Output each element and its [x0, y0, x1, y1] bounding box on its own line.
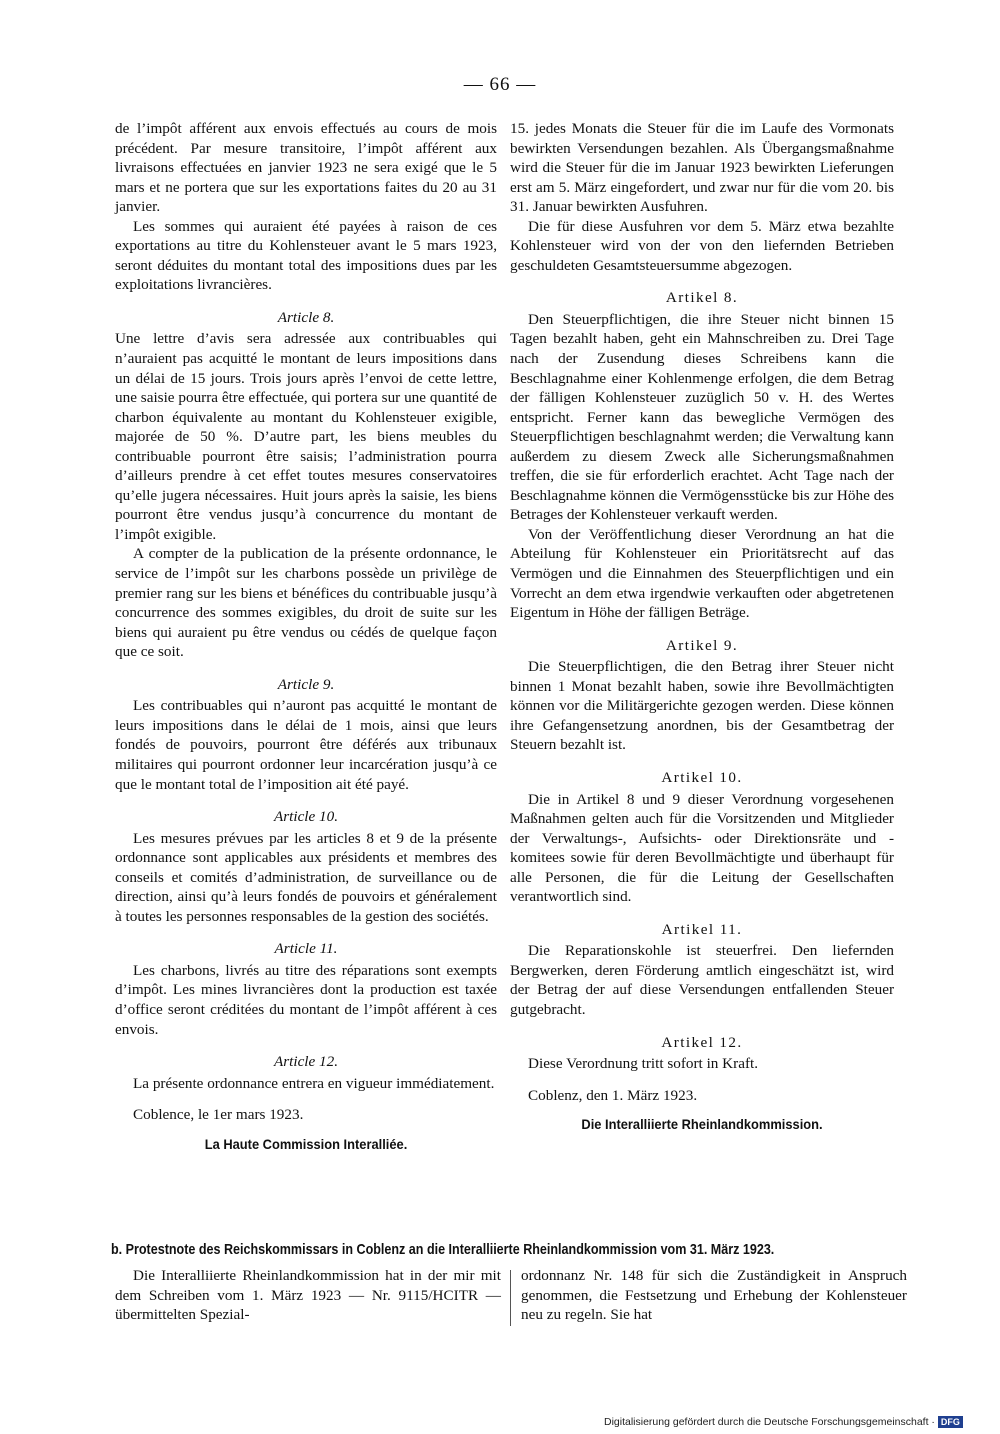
german-authority: Die Interalliierte Rheinlandkommission. — [581, 1116, 823, 1133]
french-article-heading: Article 10. — [273, 808, 339, 826]
french-article-heading: Article 12. — [273, 1053, 339, 1071]
german-article-heading: Artikel 12. — [661, 1033, 743, 1051]
german-paragraph: Den Steuerpflichtigen, die ihre Steuer nicht binnen 15 Tagen bezahlt haben, geht ein Mahnschreiben zu. Drei Tage nach der Zusendung dieses Schreibens kann die Beschlagnahme einer Kohlenmenge erfolgen, die dem Betrag der fälligen Kohlensteuer zuzüglich 50 v. H. des Wertes entspricht. Ferner kann das bewegliche Vermögen des Steuerpflichtigen beschlagnahmt werden; die Verwaltung kann außerdem zu diesem Zweck alle Sicherungsmaßnahmen treffen, die sie für erforderlich erachtet. Acht Tage nach der Beschlagnahme können die Vermögensstücke bis zur Höhe des Betrages der Kohlensteuer verkauft werden. — [510, 310, 894, 524]
german-column — [510, 119, 894, 1135]
french-paragraph: La présente ordonnance entrera en vigueur immédiatement. — [133, 1074, 495, 1092]
french-signoff: Coblence, le 1er mars 1923. — [133, 1106, 304, 1124]
french-paragraph: Les charbons, livrés au titre des réparations sont exempts d’impôt. Les mines livrancières dont la production est taxée d’office seront créditées du montant de l’impôt afférent à ces envois. — [115, 961, 497, 1038]
german-paragraph: Die in Artikel 8 und 9 dieser Verordnung vorgesehenen Maßnahmen gelten auch für die Vorsitzenden und Mitglieder der Verwaltungs-, Aufsichts- oder Direktionsräte und -komitees sowie für deren Bevollmächtigte und überhaupt für alle Personen, die für die Leitung der Gesellschaften verantwortlich sind. — [510, 790, 894, 906]
french-paragraph: Les sommes qui auraient été payées à raison de ces exportations au titre du Kohlensteuer avant le 5 mars 1923, seront déduites du montant total des impositions dues par les exploitations livrancières. — [115, 217, 497, 294]
german-paragraph: Diese Verordnung tritt sofort in Kraft. — [528, 1055, 759, 1073]
german-article-heading: Artikel 10. — [661, 768, 743, 786]
digitization-credit — [604, 1416, 994, 1428]
section-b-left-column — [115, 1266, 501, 1325]
page-number: — 66 — — [463, 74, 537, 95]
french-article-heading: Article 8. — [277, 308, 335, 326]
french-authority: La Haute Commission Interalliée. — [204, 1135, 408, 1152]
german-paragraph: Die für diese Ausfuhren vor dem 5. März etwa bezahlte Kohlensteuer wird von der von den liefernden Betrieben geschuldeten Gesamtsteuersumme abgezogen. — [510, 217, 894, 274]
section-b-right-paragraph: ordonnanz Nr. 148 für sich die Zuständigkeit in Anspruch genommen, die Festsetzung und Erhebung der Kohlensteuer neu zu regeln. Sie hat — [521, 1267, 907, 1323]
french-paragraph: de l’impôt afférent aux envois effectués au cours de mois précédent. Par mesure transitoire, l’impôt afférent aux livraisons effectuées en janvier 1923 ne sera exigé que le 5 mars et ne portera que sur les exportations faites du 20 au 31 janvier. — [115, 120, 497, 216]
german-signoff: Coblenz, den 1. März 1923. — [528, 1086, 698, 1104]
french-column — [115, 119, 497, 1154]
dfg-logo: DFG — [938, 1416, 963, 1428]
french-paragraph: Une lettre d’avis sera adressée aux contribuables qui n’auraient pas acquitté le montant de leurs impositions dans un délai de 15 jours. Trois jours après l’envoi de cette lettre, une saisie pourra être effectuée, qui portera sur une quantité de charbon équivalente au montant du Kohlensteuer exigible, majorée de 50 %. D’autre part, les biens meubles du contribuable pourront être saisis; l’administration pourra d’ailleurs prendre à cet effet toutes mesures conservatoires qu’elle jugera nécessaires. Huit jours après la saisie, les biens pourront être vendus jusqu’à concurrence du montant de l’impôt exigible. — [115, 330, 497, 543]
column-divider — [510, 1270, 511, 1326]
german-paragraph: Von der Veröffentlichung dieser Verordnung an hat die Abteilung für Kohlensteuer ein Prioritätsrecht auf das Vermögen und die Einnahmen des Steuerpflichtigen und ein Vorrecht an dem etwa irgendwie verkauften oder abgetretenen Eigentum in Höhe der fälligen Beträge. — [510, 525, 894, 622]
french-article-heading: Article 9. — [277, 675, 335, 693]
german-paragraph: Die Reparationskohle ist steuerfrei. Den liefernden Bergwerken, deren Förderung amtlich eingeschätzt ist, wird der Betrag der auf diese Versendungen entfallenden Steuer gutgebracht. — [510, 942, 894, 1018]
german-paragraph: Die Steuerpflichtigen, die den Betrag ihrer Steuer nicht binnen 1 Monat bezahlt haben, sowie ihre Bevollmächtigten können vor die Militärgerichte gezogen werden. Diese können ihre Gefangensetzung anordnen, bis der Gesamtbetrag der Steuern bezahlt ist. — [510, 658, 894, 754]
french-paragraph: Les contribuables qui n’auront pas acquitté le montant de leurs impositions dans le délai de 1 mois, ainsi que leurs fondés de pouvoirs, pourront être déférés aux tribunaux militaires qui pourront ordonner leur incarcération jusqu’à ce que le montant total de l’imposition ait été payé. — [115, 697, 497, 793]
section-b-title: b. Protestnote des Reichskommissars in Coblenz an die Interalliierte Rheinlandkommission vom 31. März 1923. — [111, 1242, 775, 1258]
french-article-heading: Article 11. — [274, 940, 338, 958]
german-article-heading: Artikel 8. — [665, 289, 739, 307]
german-paragraph: 15. jedes Monats die Steuer für die im Laufe des Vormonats bewirkten Versendungen bezahlen. Als Übergangsmaßnahme wird die Steuer für die im Januar 1923 bewirkten Lieferungen erst am 5. März eingefordert, und zwar nur für die vom 20. bis 31. Januar bewirkten Ausfuhren. — [510, 120, 894, 216]
section-b-right-column — [521, 1266, 907, 1325]
french-paragraph: Les mesures prévues par les articles 8 et 9 de la présente ordonnance sont applicables aux présidents et membres des conseils et comités d’administration, de surveillance ou de direction, ainsi qu’à leurs fondés de pouvoirs et généralement à toutes les personnes responsables de la gestion des sociétés. — [115, 829, 497, 925]
section-b-left-paragraph: Die Interalliierte Rheinlandkommission hat in der mir mit dem Schreiben vom 1. März 1923 — Nr. 9115/HCITR — übermittelten Spezial- — [115, 1267, 501, 1323]
german-article-heading: Artikel 9. — [665, 636, 739, 654]
credit-text: Digitalisierung gefördert durch die Deutsche Forschungsgemeinschaft · — [604, 1416, 935, 1428]
french-paragraph: A compter de la publication de la présente ordonnance, le service de l’impôt sur les charbons possède un privilège de premier rang sur les biens et bénéfices du contribuable jusqu’à concurrence des sommes exigibles, du droit de suite sur les biens qui auraient pu être vendus ou cédés de quelque façon que ce soit. — [115, 545, 497, 661]
german-article-heading: Artikel 11. — [661, 920, 743, 938]
